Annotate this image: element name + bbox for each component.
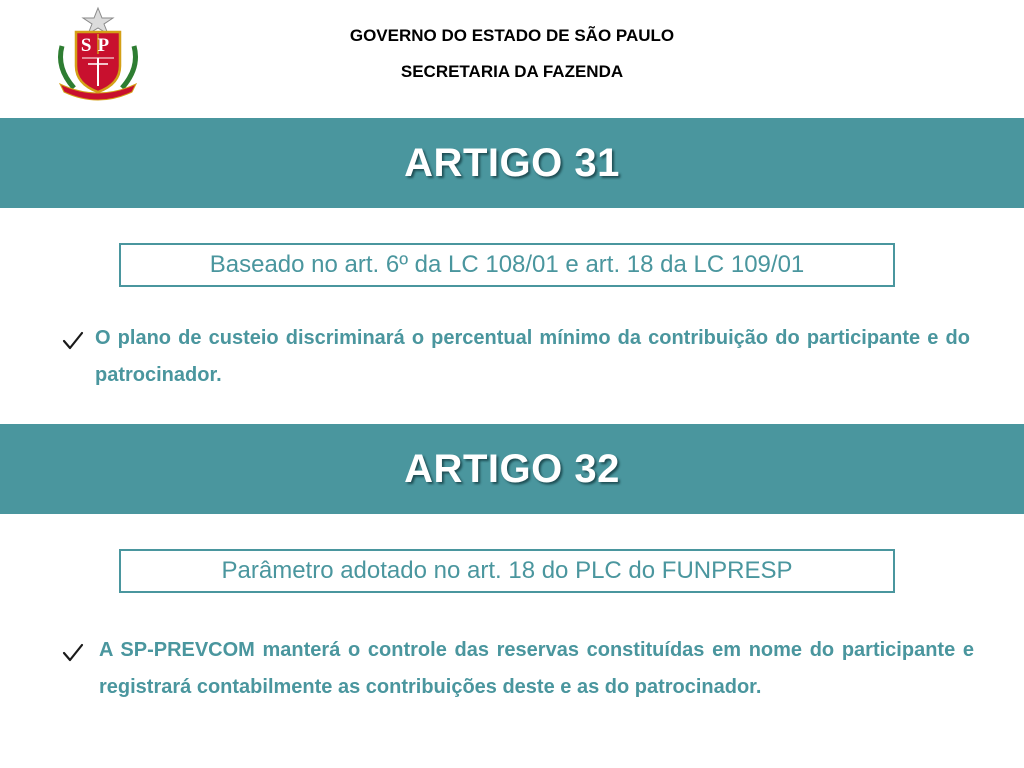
- bullet-text: A SP-PREVCOM manterá o controle das reservas constituídas em nome do participante e registrará contabilmente as contribuições deste e as do patrocinador.: [99, 639, 974, 698]
- government-name: GOVERNO DO ESTADO DE SÃO PAULO: [349, 26, 675, 45]
- reference-box: Baseado no art. 6º da LC 108/01 e art. 18 da LC 109/01: [119, 243, 895, 287]
- list-item: [62, 640, 974, 706]
- bullet-text: O plano de custeio discriminará o percentual mínimo da contribuição do participante e do patrocinador.: [95, 327, 970, 386]
- checkmark-icon: [62, 330, 84, 352]
- section-title: ARTIGO 31: [404, 140, 620, 185]
- coat-of-arms-icon: [52, 6, 144, 102]
- checkmark-icon: [62, 642, 84, 664]
- section-band-artigo-32: [0, 424, 1024, 514]
- reference-box: Parâmetro adotado no art. 18 do PLC do FUNPRESP: [119, 549, 895, 593]
- department-name: SECRETARIA DA FAZENDA: [400, 62, 624, 81]
- list-item: [62, 328, 970, 394]
- emblem-letters: SP: [80, 35, 116, 56]
- section-title: ARTIGO 32: [404, 446, 620, 491]
- section-band-artigo-31: [0, 118, 1024, 208]
